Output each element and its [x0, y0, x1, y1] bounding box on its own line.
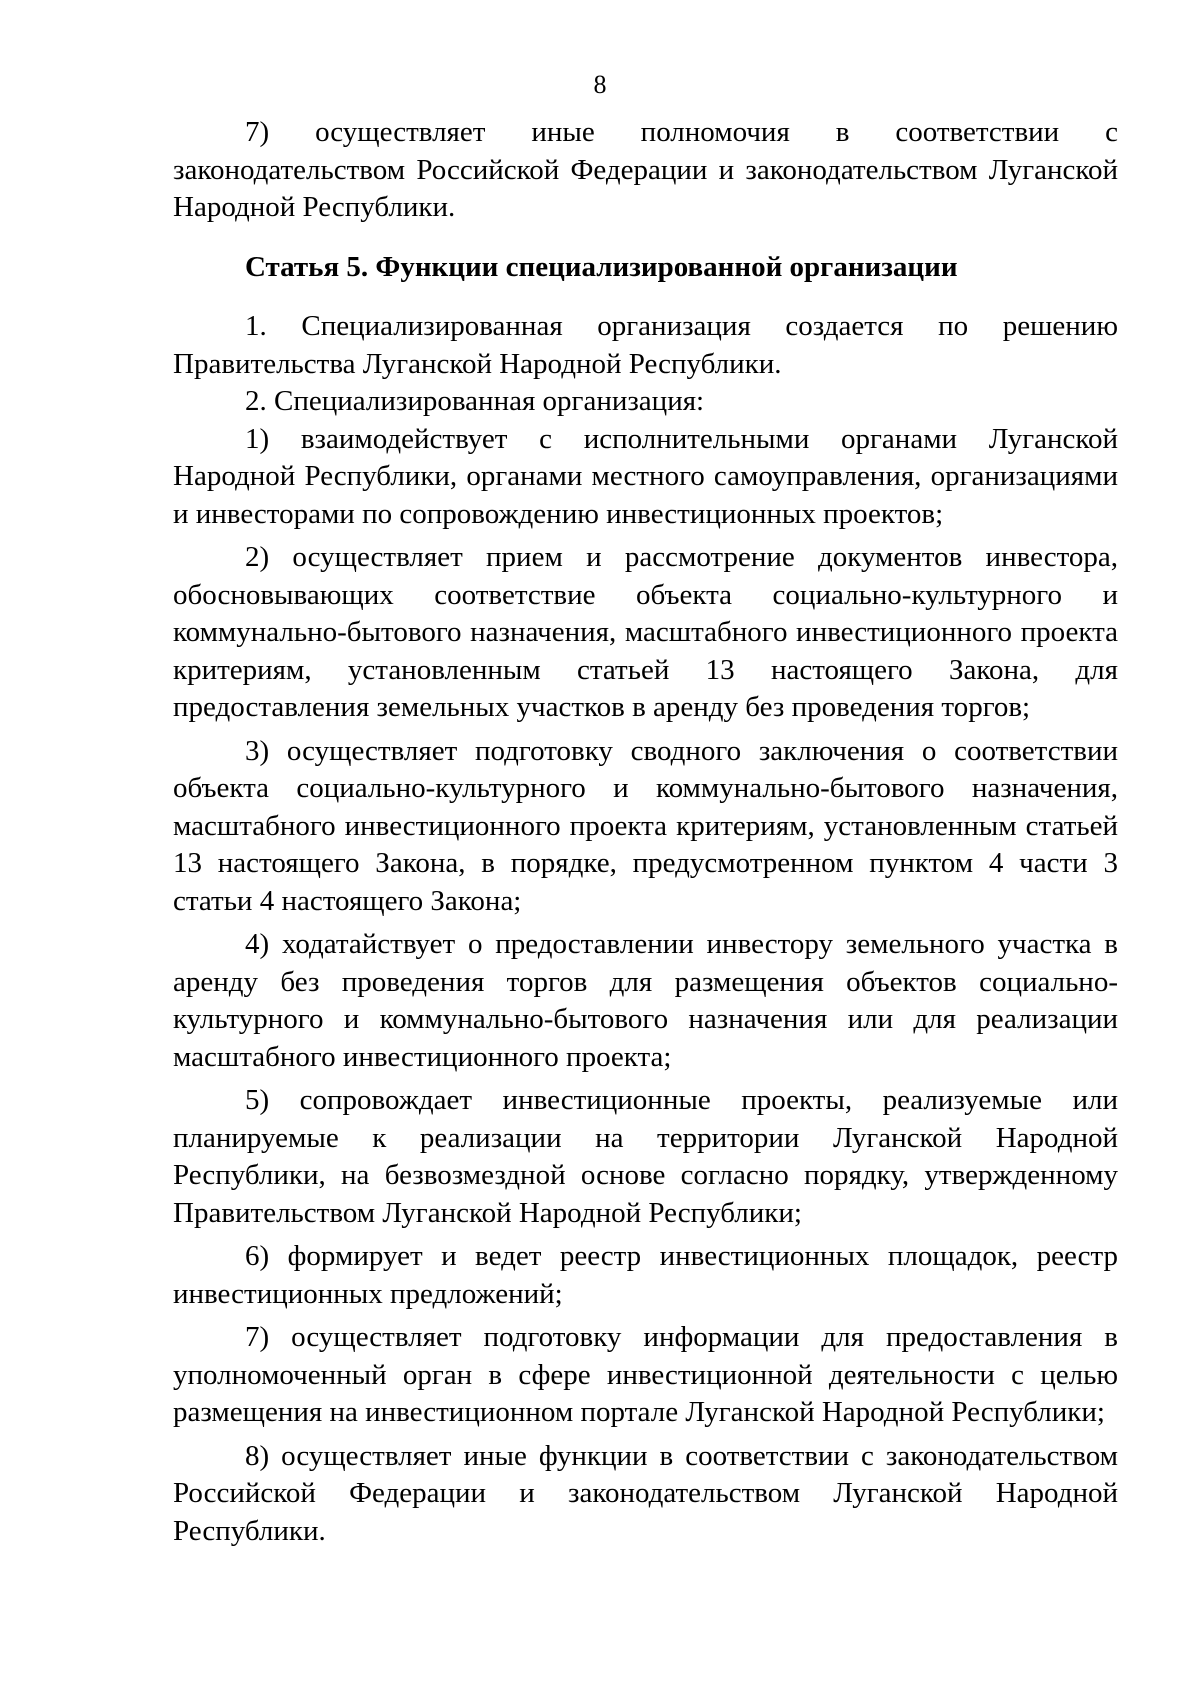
article-item-1: 1) взаимодействует с исполнительными органами Луганской Народной Республики, органами местного самоуправления, организациями и инвесторами по сопровождению инвестиционных проектов; [173, 422, 1118, 530]
document-body [173, 114, 1118, 1550]
article-item-5: 5) сопровождает инвестиционные проекты, реализуемые или планируемые к реализации на территории Луганской Народной Республики, на безвозмездной основе согласно порядку, утвержденному Правительством Луганской Народной Республики; [173, 1084, 1118, 1229]
article-item-4: 4) ходатайствует о предоставлении инвестору земельного участка в аренду без проведения торгов для размещения объектов социально-культурного и коммунально-бытового назначения или для реализации масштабного инвестиционного проекта; [173, 928, 1118, 1073]
article-paragraph-1: 1. Специализированная организация создается по решению Правительства Луганской Народной Республики. [173, 310, 1118, 380]
article-item-8: 8) осуществляет иные функции в соответствии с законодательством Российской Федерации и законодательством Луганской Народной Республики. [173, 1439, 1118, 1547]
article-5-title: Статья 5. Функции специализированной организации [245, 250, 958, 283]
page-number: 8 [593, 70, 607, 99]
article-item-6: 6) формирует и ведет реестр инвестиционных площадок, реестр инвестиционных предложений; [173, 1240, 1118, 1310]
article-item-2: 2) осуществляет прием и рассмотрение документов инвестора, обосновывающих соответствие объекта социально-культурного и коммунально-бытового назначения, масштабного инвестиционного проекта критериям, установленным статьей 13 настоящего Закона, для предоставления земельных участков в аренду без проведения торгов; [173, 541, 1118, 723]
paragraph-prev-item-7: 7) осуществляет иные полномочия в соответствии с законодательством Российской Федерации и законодательством Луганской Народной Республики. [173, 116, 1118, 223]
article-item-3: 3) осуществляет подготовку сводного заключения о соответствии объекта социально-культурного и коммунально-бытового назначения, масштабного инвестиционного проекта критериям, установленным статьей 13 настоящего Закона, в порядке, предусмотренном пунктом 4 части 3 статьи 4 настоящего Закона; [173, 734, 1118, 917]
article-paragraph-2: 2. Специализированная организация: [245, 385, 705, 417]
article-item-7: 7) осуществляет подготовку информации для предоставления в уполномоченный орган в сфере инвестиционной деятельности с целью размещения на инвестиционном портале Луганской Народной Республики; [173, 1321, 1118, 1428]
